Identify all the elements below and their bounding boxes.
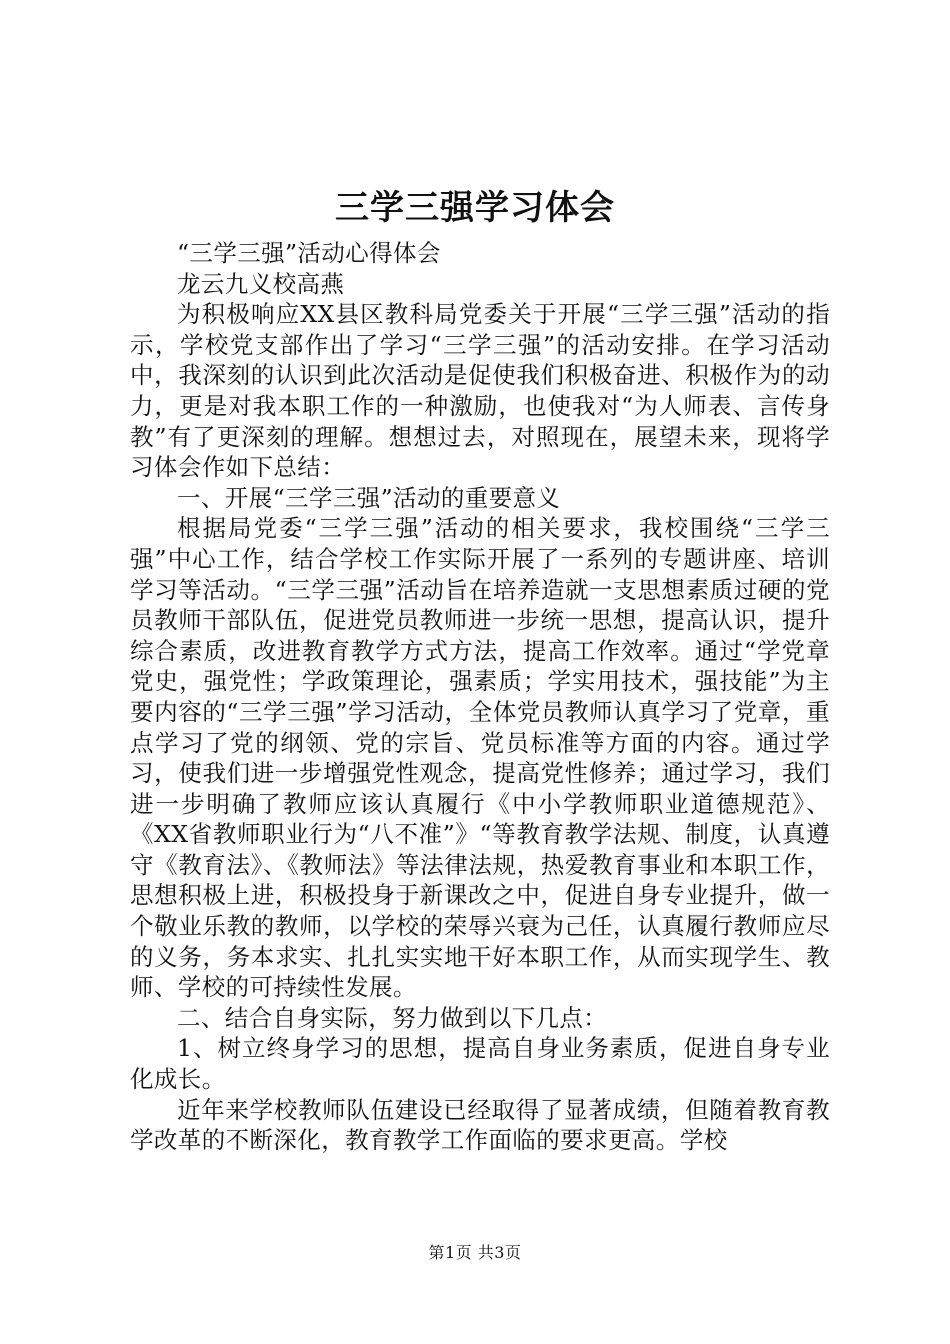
list-item-1: 1、树立终身学习的思想，提高自身业务素质，促进自身专业化成长。 [130,1034,830,1094]
section-heading-2: 二、结合自身实际，努力做到以下几点： [177,1003,608,1032]
paragraph-intro: 为积极响应XX县区教科局党委关于开展“三学三强”活动的指示，学校党支部作出了学习“三学三强”的活动安排。在学习活动中，我深刻的认识到此次活动是促使我们积极奋进、积极作为的动力，更是对我本职工作的一种激励，也使我对“为人师表、言传身教”有了更深刻的理解。想想过去，对照现在，展望未来，现将学习体会作如下总结： [130,300,830,482]
section-heading-1: 一、开展“三学三强”活动的重要意义 [177,483,561,512]
subtitle: “三学三强”活动心得体会 [177,239,441,267]
page-footer: 第1页 共3页 [428,1243,522,1262]
document-body [130,238,830,1156]
paragraph-continuation: 近年来学校教师队伍建设已经取得了显著成绩，但随着教育教学改革的不断深化，教育教学工作面临的要求更高。学校 [130,1095,830,1155]
document-title: 三学三强学习体会 [335,188,615,228]
paragraph-section-1: 根据局党委“三学三强”活动的相关要求，我校围绕“三学三强”中心工作，结合学校工作实际开展了一系列的专题讲座、培训学习等活动。“三学三强”活动旨在培养造就一支思想素质过硬的党员教师干部队伍，促进党员教师进一步统一思想，提高认识，提升综合素质，改进教育教学方式方法，提高工作效率。通过“学党章党史，强党性；学政策理论，强素质；学实用技术，强技能”为主要内容的“三学三强”学习活动，全体党员教师认真学习了党章，重点学习了党的纲领、党的宗旨、党员标准等方面的内容。通过学习，使我们进一步增强党性观念，提高党性修养；通过学习，我们进一步明确了教师应该认真履行《中小学教师职业道德规范》、《XX省教师职业行为“八不准”》“等教育教学法规、制度，认真遵守《教育法》、《教师法》等法律法规，热爱教育事业和本职工作，思想积极上进，积极投身于新课改之中，促进自身专业提升，做一个敬业乐教的教师，以学校的荣辱兴衰为己任，认真履行教师应尽的义务，务本求实、扎扎实实地干好本职工作，从而实现学生、教师、学校的可持续性发展。 [130,514,830,1002]
author-line: 龙云九义校高燕 [177,269,345,298]
